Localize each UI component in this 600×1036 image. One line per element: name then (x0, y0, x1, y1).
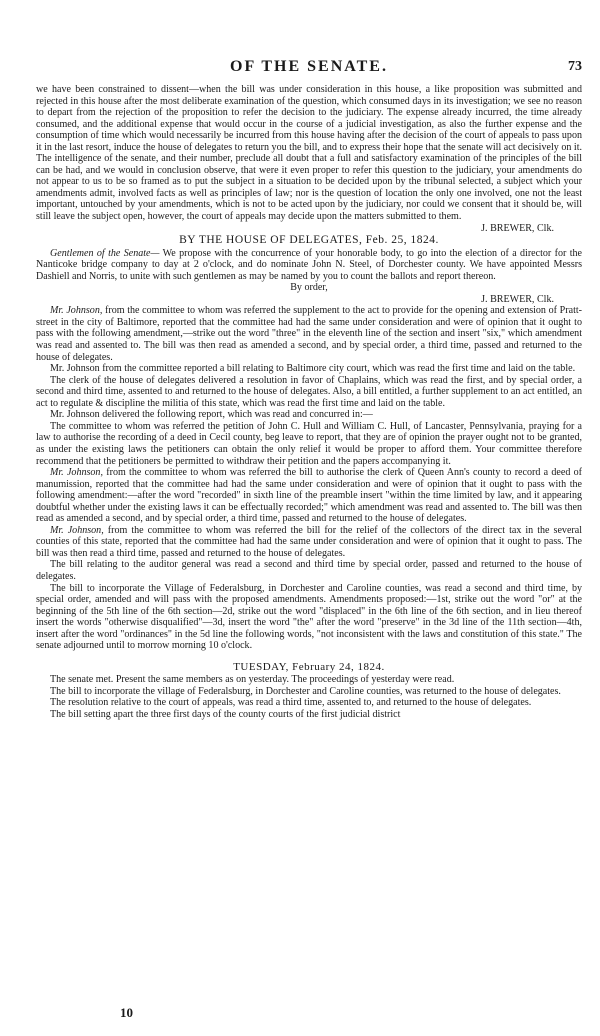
salutation: Gentlemen of the Senate— (50, 247, 160, 259)
paragraph: Mr. Johnson, from the committee to whom was referred the bill for the relief of the collectors of the direct tax in the several counties of this state, reported that the committee had had the same under consideration and were of opinion that it ought to pass. The bill was then read a third time, passed and returned to the house of delegates. (36, 524, 582, 559)
clerk-signature: J. BREWER, Clk. (481, 293, 554, 305)
paragraph: Mr. Johnson, from the committee to whom was referred the supplement to the act to provide for the opening and extension of Pratt-street in the city of Baltimore, reported that the committee had had the same under consideration and were of opinion that it ought to pass with the following amendment,—strike out the word "three" in the eleventh line of the section and insert "six," which amendment was read and assented to. The bill was then read as amended a second, and by special order, a third time, passed and returned to the house of delegates. (36, 305, 582, 363)
paragraph: The bill relating to the auditor general was read a second and third time by special order, passed and returned to the house of delegates. (36, 559, 582, 582)
section-heading: BY THE HOUSE OF DELEGATES, Feb. 25, 1824. (179, 234, 439, 247)
paragraph: Gentlemen of the Senate— We propose with the concurrence of your honorable body, to go into the election of a director for the Nanticoke bridge company to day at 2 o'clock, and do nominate John N. Steel, of Dorchester county. We have appointed Messrs Dashiell and Norris, to unite with such gentlemen as may be named by you to count the ballots and report thereon. (36, 247, 582, 282)
paragraph: The bill to incorporate the Village of Federalsburg, in Dorchester and Caroline counties, was read a second and third time, by special order, amended and will pass with the proposed amendments. Amendments proposed:—1st, strike out the word "or" at the beginning of the 5th line of the 6th section—2d, strike out the word "displaced" in the 6th line of the 6th section, and in lieu thereof insert the words "otherwise disqualified"—3d, insert the word "the" after the word "preserve" in the 3d line of the 11th section—4th, insert after the word "ordinances" in the 5d line the following words, "not inconsistent with the laws and constitution of this state." The senate adjourned until to morrow morning 10 o'clock. (36, 582, 582, 652)
speaker-name: Mr. Johnson, (50, 467, 103, 479)
printer-signature-mark: 10 (120, 1005, 133, 1020)
speaker-name: Mr. Johnson, (50, 305, 103, 317)
paragraph: The senate met. Present the same members as on yesterday. The proceedings of yesterday were read. (50, 674, 455, 686)
paragraph: The bill setting apart the three first days of the county courts of the first judicial district (50, 708, 401, 720)
page-body (36, 84, 582, 721)
date-heading: TUESDAY, February 24, 1824. (233, 660, 385, 673)
paragraph: Mr. Johnson delivered the following report, which was read and concurred in:— (50, 409, 373, 421)
paragraph: we have been constrained to dissent—when the bill was under consideration in this house, a like proposition was submitted and rejected in this house after the most deliberate examination of the question, which consumed days in its investigation; we see no reason to depart from the rejection of the proposition to refer the decision to the judiciary. The expense already incurred, the time already consumed, and the additional expense that would occur in the course of a judicial investigation, as also the further expense and the consumption of time which would necessarily be incurred from this house having after the decision of the court of appeals to pass upon it in the last resort, induce the house of delegates to return you the bill, and to express their hope that the senate will act decisively on it. The intelligence of the senate, and their number, preclude all doubt that a full and satisfactory examination of the principles of the bill can be had, and we would in conclusion observe, that were it even proper to refer this question to the judiciary, your amendments do not appear to us to be so framed as to put the subject in a situation to be decided upon by the tribunal selected, a subject which your amendments admit, involved facts as well as principles of law; nor is the question of location the only one involved, one not the least important, untouched by your amendments, which is not to be acted upon by the judiciary, nor could we consent that it should be, will still leave the subject open, however, the court of appeals may decide upon the matters submitted to them. (36, 84, 582, 223)
speaker-name: Mr. Johnson, (50, 524, 104, 536)
by-order: By order, (290, 282, 328, 294)
running-title: OF THE SENATE. (230, 58, 388, 75)
page-header (36, 58, 582, 80)
paragraph: The committee to whom was referred the petition of John C. Hull and William C. Hull, of Lancaster, Pennsylvania, praying for a law to authorise the recording of a deed in Cecil county, beg leave to report, that they are of opinion the prayer ought not to be granted, as under the existing laws the petitioners can obtain the only relief it would be proper to afford them. Your committee therefore recommend that the petitioners be permitted to withdraw their petition and the papers accompanying it. (36, 420, 582, 467)
paragraph: Mr. Johnson, from the committee to whom was referred the bill to authorise the clerk of Queen Ann's county to record a deed of manumission, reported that the committee had had the same under consideration and were of opinion that it ought to pass with the following amendment:—after the word "recorded" in sixth line of the preamble insert "within the time limited by law, and it appearing doubtful whether under the existing laws it can be effectually recorded;" which amendment was read and assented to. The bill was then read as amended a second, and by special order, a third time, passed and returned to the house of delegates. (36, 467, 582, 525)
page-number: 73 (568, 59, 582, 74)
paragraph: Mr. Johnson from the committee reported a bill relating to Baltimore city court, which was read the first time and laid on the table. (50, 363, 576, 375)
paragraph: The bill to incorporate the village of Federalsburg, in Dorchester and Caroline counties, was returned to the house of delegates. (50, 685, 561, 697)
paragraph: The resolution relative to the court of appeals, was read a third time, assented to, and returned to the house of delegates. (50, 697, 532, 709)
paragraph: The clerk of the house of delegates delivered a resolution in favor of Chaplains, which was read the first, and by special order, a second and third time, assented to and returned to the house of delegates. Also, a bill entitled, a further supplement to an act entitled, an act to regulate & discipline the militia of this state, which was read the first time and laid on the table. (36, 374, 582, 409)
clerk-signature: J. BREWER, Clk. (481, 222, 554, 234)
